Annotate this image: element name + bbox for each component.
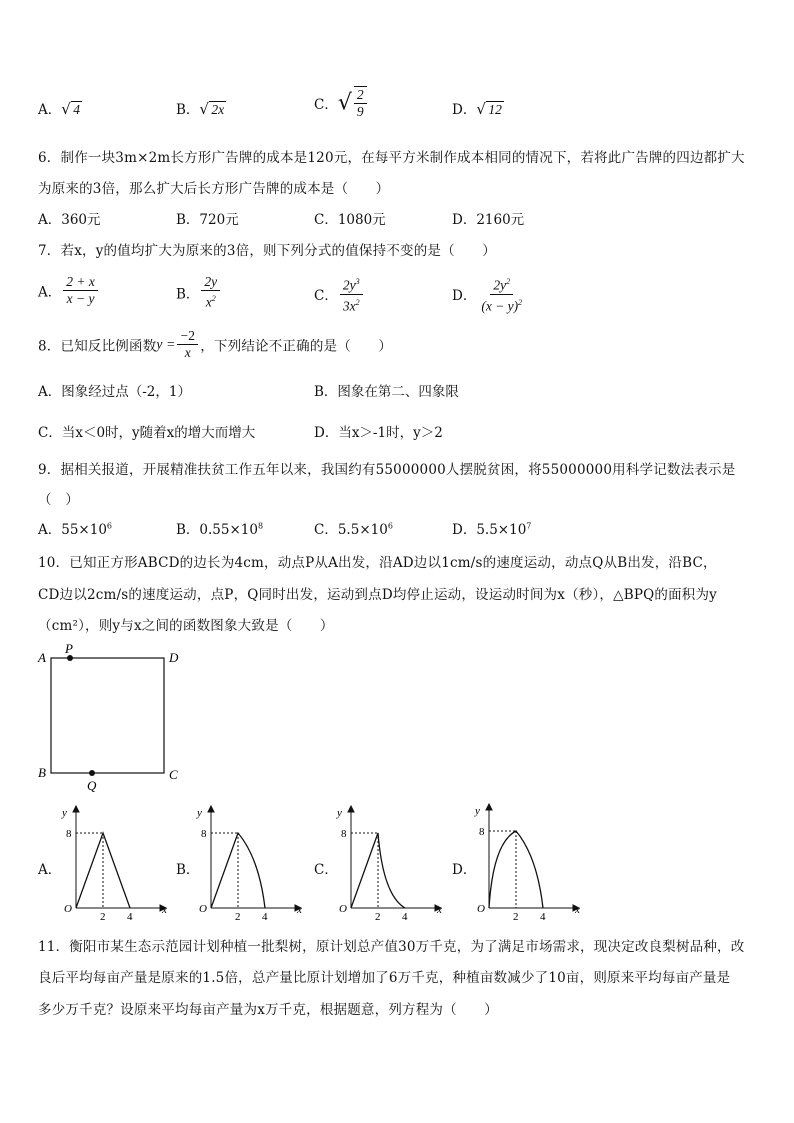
q7-option-a: A． $\frac{2 + x}{x - y}$ <box>38 274 100 307</box>
q8-option-d: D．当x＞-1时，y＞2 <box>314 425 443 441</box>
svg-text:x: x <box>162 904 167 916</box>
label-q: Q <box>87 778 97 793</box>
svg-text:x: x <box>297 904 302 916</box>
svg-text:y: y <box>337 807 342 819</box>
svg-text:x: x <box>437 904 442 916</box>
q5-option-c: C．√ $\frac{2}{9}$ <box>314 86 369 120</box>
q10-stem-line2: CD边以2cm/s的速度运动，点P，Q同时出发，运动到点D均停止运动，设运动时间为x（秒），△BPQ的面积为y <box>38 587 717 603</box>
q6-stem-line1: 6．制作一块3m×2m长方形广告牌的成本是120元，在每平方米制作成本相同的情况下，若将此广告牌的四边都扩大 <box>38 150 745 166</box>
q5-c-denominator: 9 <box>356 104 364 119</box>
q5-option-b: B．√ 2x <box>176 98 226 118</box>
svg-text:O: O <box>339 903 347 915</box>
q6-option-b: B．720元 <box>176 212 239 228</box>
q6-stem-line2: 为原来的3倍，那么扩大后长方形广告牌的成本是（ ） <box>38 181 390 197</box>
q5-a-radicand: 4 <box>73 102 80 117</box>
q10-stem-line3: （cm²），则y与x之间的函数图象大致是（ ） <box>38 618 334 634</box>
q9-stem-line1: 9．据相关报道，开展精准扶贫工作五年以来，我国约有55000000人摆脱贫困，将55000000用科学记数法表示是 <box>38 462 736 478</box>
svg-text:8: 8 <box>66 828 72 840</box>
q10-graph-label-a: A． <box>38 862 62 878</box>
point-q <box>89 770 95 776</box>
graph-b <box>193 800 303 920</box>
q10-graph-label-b: B． <box>176 862 200 878</box>
square-abcd-figure <box>30 640 190 800</box>
q9-stem-line2: （ ） <box>38 492 80 508</box>
svg-text:4: 4 <box>262 911 268 920</box>
svg-text:8: 8 <box>479 826 485 838</box>
label-c: C <box>169 767 178 782</box>
q6-option-c: C．1080元 <box>314 212 386 228</box>
q5-option-d: D．√ 12 <box>452 98 504 118</box>
svg-text:y: y <box>197 807 202 819</box>
q9-option-c: C．$5.5\times 10^6$ <box>314 521 393 538</box>
svg-text:y: y <box>62 807 67 819</box>
q7-option-c: C． $\frac{2y^3}{3x^2}$ <box>314 274 365 314</box>
svg-text:2: 2 <box>235 911 241 920</box>
q10-graph-label-c: C． <box>314 862 338 878</box>
q9-option-a: A．$55\times 10^6$ <box>38 521 113 538</box>
svg-text:8: 8 <box>341 828 347 840</box>
svg-text:8: 8 <box>201 828 207 840</box>
graph-d <box>471 798 581 920</box>
label-d: D <box>169 650 179 665</box>
q7-stem: 7．若x，y的值均扩大为原来的3倍，则下列分式的值保持不变的是（ ） <box>38 243 496 259</box>
svg-text:4: 4 <box>540 911 546 920</box>
q9-option-d: D．$5.5\times 10^7$ <box>452 521 532 538</box>
q11-stem-line1: 11．衡阳市某生态示范园计划种植一批梨树，原计划总产值30万千克，为了满足市场需求，现决定改良梨树品种，改 <box>38 939 745 955</box>
graph-c <box>333 800 443 920</box>
q8-option-a: A．图象经过点（-2，1） <box>38 384 191 400</box>
q5-option-a: A．√ 4 <box>38 98 82 118</box>
svg-text:2: 2 <box>100 911 106 920</box>
q5-c-numerator: 2 <box>354 87 367 104</box>
q8-option-b: B．图象在第二、四象限 <box>314 384 459 400</box>
svg-text:2: 2 <box>513 911 519 920</box>
q6-option-d: D．2160元 <box>452 212 525 228</box>
q8-option-c: C．当x＜0时，y随着x的增大而增大 <box>38 425 256 441</box>
svg-text:y: y <box>475 805 480 817</box>
graph-a <box>58 800 168 920</box>
q5-b-radicand: 2x <box>211 102 225 117</box>
svg-text:2: 2 <box>375 911 381 920</box>
q8-stem: 8．已知反比例函数y = $\frac{-2}{x}$ ，下列结论不正确的是（ ） <box>38 328 393 360</box>
q11-stem-line2: 良后平均每亩产量是原来的1.5倍，总产量比原计划增加了6万千克，种植亩数减少了10亩，则原来平均每亩产量是 <box>38 970 731 986</box>
square-outline <box>51 658 164 773</box>
svg-text:O: O <box>477 903 485 915</box>
label-a: A <box>38 650 46 665</box>
svg-text:O: O <box>64 903 72 915</box>
svg-text:x: x <box>575 904 580 916</box>
label-p: P <box>65 641 73 656</box>
q7-option-b: B． $\frac{2y}{x^2}$ <box>176 274 222 311</box>
q6-option-a: A．360元 <box>38 212 101 228</box>
q5-d-radicand: 12 <box>488 102 502 117</box>
label-b: B <box>38 765 46 780</box>
svg-text:4: 4 <box>402 911 408 920</box>
svg-text:4: 4 <box>127 911 133 920</box>
q10-stem-line1: 10．已知正方形ABCD的边长为4cm，动点P从A出发，沿AD边以1cm/s的速度运动，动点Q从B出发，沿BC， <box>38 555 717 571</box>
svg-text:O: O <box>199 903 207 915</box>
q9-option-b: B．$0.55\times 10^8$ <box>176 521 264 538</box>
q7-option-d: D． $\frac{2y^2}{(x - y)^2}$ <box>452 274 527 314</box>
q11-stem-line3: 多少万千克？设原来平均每亩产量为x万千克，根据题意，列方程为（ ） <box>38 1002 498 1018</box>
q10-graph-label-d: D． <box>452 862 477 878</box>
